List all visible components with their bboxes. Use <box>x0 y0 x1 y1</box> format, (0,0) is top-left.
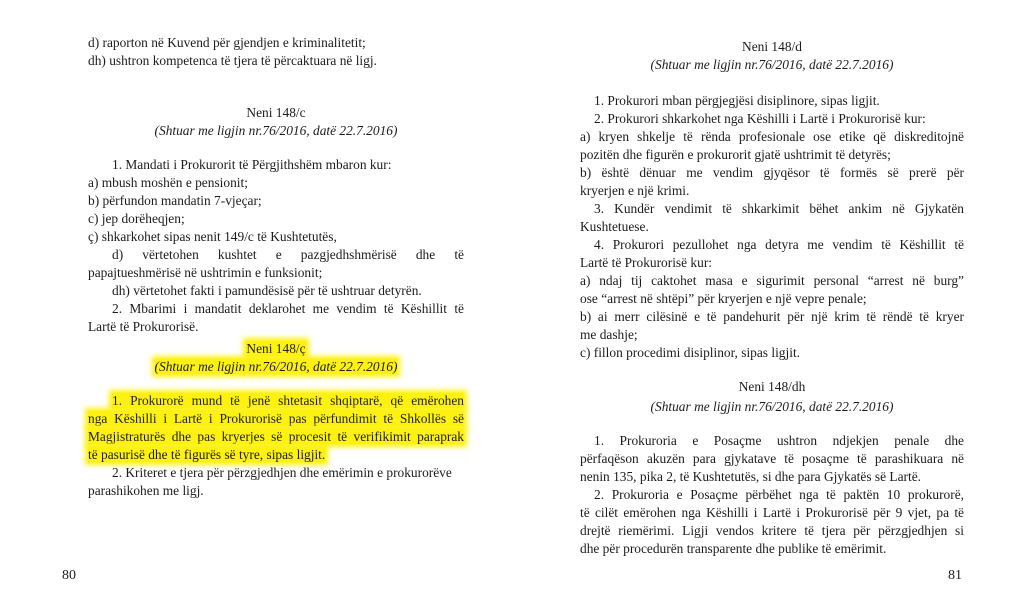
page-number: 81 <box>948 568 962 583</box>
text-line: 4. Prokurori pezullohet nga detyra me vendim të Këshillit të <box>594 237 964 252</box>
text-line: Kushtetuese. <box>580 219 649 234</box>
left-page <box>62 0 464 602</box>
text-line: pozitën dhe figurën e prokurorit gjatë ushtrimit të detyrës; <box>580 147 891 162</box>
article-heading: Neni 148/ç <box>246 341 306 356</box>
text-line: b) është dënuar me vendim gjyqësor të formës së prerë për <box>580 165 964 180</box>
text-line: b) ai merr cilësinë e të pandehurit për një krim të rëndë të kryer <box>580 309 964 324</box>
text-line: a) kryen shkelje të rënda profesionale ose etike që diskreditojnë <box>580 129 964 144</box>
highlighted-line: Magjistraturës dhe pas kryerjes së procesit të verifikimit paraprak <box>88 429 464 444</box>
highlighted-line: nga Këshilli i Lartë i Prokurorisë pas përfundimit të Shkollës së <box>88 411 464 426</box>
text-line: 1. Prokuroria e Posaçme ushtron ndjekjen penale dhe <box>594 433 964 448</box>
text-line: d) vërtetohen kushtet e pazgjedhshmërisë dhe të <box>112 247 464 262</box>
right-page <box>580 0 964 602</box>
text-line: përfaqëson akuzën para gjykatave të posaçme të parashikuara në <box>580 451 964 466</box>
amendment-note: (Shtuar me ligjin nr.76/2016, datë 22.7.2016) <box>650 57 894 72</box>
text-line: 2. Prokuroria e Posaçme përbëhet nga të paktën 10 prokurorë, <box>594 487 964 502</box>
text-line: ç) shkarkohet sipas nenit 149/c të Kushtetutës, <box>88 229 337 244</box>
text-line: ose “arrest në shtëpi” për kryerjen e një vepre penale; <box>580 291 867 306</box>
text-line: të cilët emërohen nga Këshilli i Lartë i Prokurorisë për 9 vjet, pa të <box>580 505 964 520</box>
text-line: c) jep dorëheqjen; <box>88 211 185 226</box>
text-line: b) përfundon mandatin 7-vjeçar; <box>88 193 262 208</box>
highlighted-line: të pasurisë dhe të figurës së tyre, sipas ligjit. <box>88 447 326 462</box>
text-line: dh) ushtron kompetenca të tjera të përcaktuara në ligj. <box>88 53 377 68</box>
amendment-note: (Shtuar me ligjin nr.76/2016, datë 22.7.2016) <box>650 399 894 414</box>
amendment-note: (Shtuar me ligjin nr.76/2016, datë 22.7.2016) <box>154 359 398 374</box>
text-line: me dashje; <box>580 327 638 342</box>
text-line: 1. Prokurori mban përgjegjësi disiplinore, sipas ligjit. <box>594 93 880 108</box>
amendment-note: (Shtuar me ligjin nr.76/2016, datë 22.7.2016) <box>154 123 398 138</box>
text-line: 3. Kundër vendimit të shkarkimit bëhet ankim në Gjykatën <box>594 201 964 216</box>
highlighted-line: 1. Prokurorë mund të jenë shtetasit shqiptarë, që emërohen <box>112 393 464 408</box>
text-line: a) ndaj tij caktohet masa e sigurimit personal “arrest në burg” <box>580 273 964 288</box>
article-heading: Neni 148/dh <box>738 379 806 394</box>
text-line: Lartë të Prokurorisë kur: <box>580 255 713 270</box>
text-line: drejtë riemërimi. Ligji vendos kritere të tjera për përzgjedhjen si <box>580 523 964 538</box>
text-line: 2. Prokurori shkarkohet nga Këshilli i Lartë i Prokurorisë kur: <box>594 111 926 126</box>
text-line: dhe për procedurën transparente dhe publike të emërimit. <box>580 541 887 556</box>
amendment-note-highlighted <box>88 358 464 376</box>
text-line: papajtueshmërisë në ushtrimin e funksionit; <box>88 265 323 280</box>
text-line: 1. Mandati i Prokurorit të Përgjithshëm mbaron kur: <box>112 157 392 172</box>
text-line: Lartë të Prokurorisë. <box>88 319 199 334</box>
text-line: a) mbush moshën e pensionit; <box>88 175 248 190</box>
text-line: d) raporton në Kuvend për gjendjen e kriminalitetit; <box>88 35 366 50</box>
text-line: kryerjen e një krimi. <box>580 183 690 198</box>
article-heading: Neni 148/c <box>246 105 306 120</box>
text-line: 2. Mbarimi i mandatit deklarohet me vendim të Këshillit të <box>112 301 464 316</box>
text-line: nenin 135, pika 2, të Kushtetutës, si dhe para Gjykatës së Lartë. <box>580 469 921 484</box>
article-heading: Neni 148/d <box>742 39 802 54</box>
text-line: c) fillon procedimi disiplinor, sipas ligjit. <box>580 345 801 360</box>
text-line: 2. Kriteret e tjera për përzgjedhjen dhe emërimin e prokurorëve <box>112 465 452 480</box>
text-line: dh) vërtetohet fakti i pamundësisë për të ushtruar detyrën. <box>112 283 422 298</box>
article-heading-highlighted <box>88 340 464 358</box>
page-number: 80 <box>62 568 76 583</box>
text-line: parashikohen me ligj. <box>88 483 204 498</box>
